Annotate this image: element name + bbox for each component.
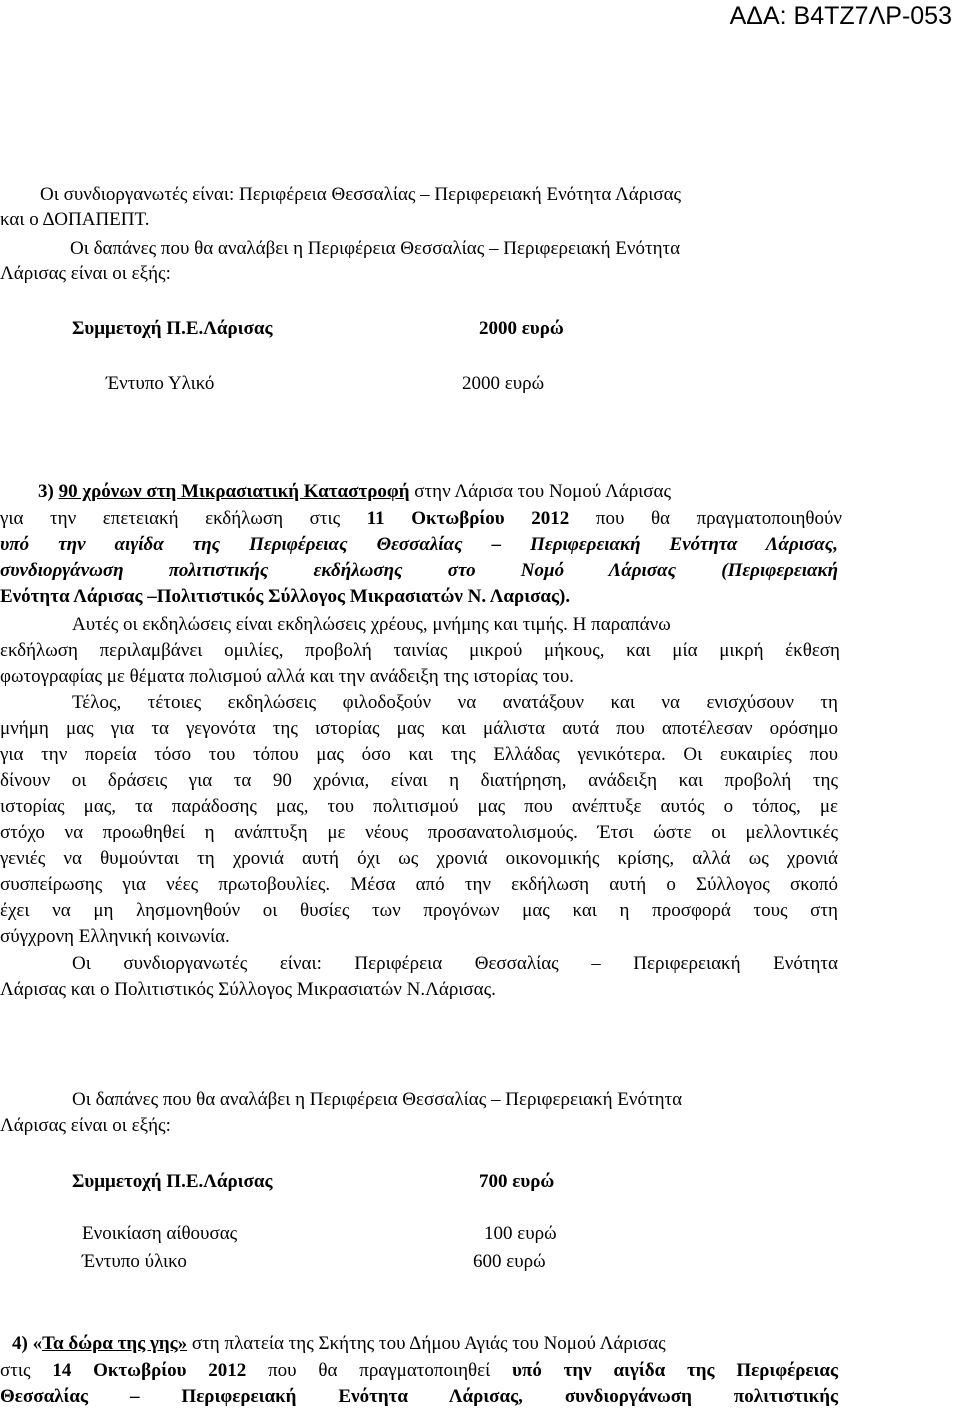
paragraph-line: Οι δαπάνες που θα αναλάβει η Περιφέρεια Θεσσαλίας – Περιφερειακή Ενότητα	[72, 1089, 683, 1110]
paragraph-line	[0, 586, 960, 608]
paragraph-line: Αυτές οι εκδηλώσεις είναι εκδηλώσεις χρέους, μνήμης και τιμής. Η παραπάνω	[72, 614, 671, 635]
text-span: Ενότητα Λάρισας –Πολιτιστικός Σύλλογος Μικρασιατών Ν. Λαρισας).	[0, 586, 571, 607]
paragraph-line: στόχο να προωθηθεί η ανάπτυξη με νέους προσανατολισμούς. Έτσι ώστε οι μελλοντικές	[0, 822, 838, 843]
paragraph-line: δίνουν οι δράσεις για τα 90 χρόνια, είναι η διατήρηση, ανάδειξη και προβολή της	[0, 770, 838, 791]
paragraph-line: φωτογραφίας με θέματα πολισμού αλλά και την ανάδειξη της ιστορίας του.	[0, 666, 574, 687]
paragraph-line: για την πορεία τόσο του τόπου μας όσο και της Ελλάδας γενικότερα. Οι ευκαιρίες που	[0, 744, 838, 765]
cost-item-amount: 600 ευρώ	[473, 1251, 546, 1272]
paragraph-line: ιστορίας μας, τα παράδοσης μας, του πολιτισμού μας που ανέπτυξε αυτός ο τόπος, με	[0, 796, 838, 817]
paragraph-line: Οι δαπάνες που θα αναλάβει η Περιφέρεια Θεσσαλίας – Περιφερειακή Ενότητα	[70, 238, 681, 259]
paragraph-line: συσπείρωσης για νέες πρωτοβουλίες. Μέσα από την εκδήλωση αυτή ο Σύλλογος σκοπό	[0, 874, 838, 895]
cost-item-amount: 2000 ευρώ	[462, 373, 545, 394]
cost-label: Συμμετοχή Π.Ε.Λάρισας	[72, 318, 273, 339]
section-heading	[38, 481, 956, 503]
section-heading-rest: στην Λάρισα του Νομού Λάρισας	[414, 481, 672, 502]
paragraph-line: γενιές να θυμούνται τη χρονιά αυτή όχι ως χρονιά οικονομικής κρίσης, αλλά ως χρονιά	[0, 848, 838, 869]
section-number: 4) «	[12, 1333, 43, 1354]
paragraph-line: σύγχρονη Ελληνική κοινωνία.	[0, 926, 230, 947]
date-span: 14 Οκτωβρίου 2012	[52, 1360, 247, 1381]
document-id: ΑΔΑ: Β4ΤΖ7ΛΡ-053	[729, 2, 952, 30]
paragraph-line: υπό την αιγίδα της Περιφέρειας Θεσσαλίας – Περιφερειακή Ενότητα Λάρισας,	[0, 534, 838, 555]
paragraph-line: Τέλος, τέτοιες εκδηλώσεις φιλοδοξούν να ανατάξουν και να ενισχύσουν τη	[72, 692, 838, 713]
text-span: στις	[0, 1360, 31, 1381]
paragraph-line: εκδήλωση περιλαμβάνει ομιλίες, προβολή ταινίας μικρού μήκους, και μία μικρή έκθεση	[0, 640, 840, 661]
text-span: που θα πραγματοποιηθούν	[595, 508, 843, 529]
paragraph-line	[0, 508, 842, 530]
date-span: 11 Οκτωβρίου 2012	[366, 508, 570, 529]
section-heading	[12, 1333, 956, 1355]
section-number: 3)	[38, 481, 54, 502]
paragraph-line: μνήμη μας για τα γεγονότα της ιστορίας μας και μάλιστα αυτά που αποτέλεσαν ορόσημο	[0, 718, 838, 739]
section-title: Τα δώρα της γης»	[42, 1333, 188, 1354]
paragraph-line: και ο ΔΟΠΑΠΕΠΤ.	[0, 209, 150, 230]
cost-label: Συμμετοχή Π.Ε.Λάρισας	[72, 1171, 273, 1192]
paragraph-line: Οι συνδιοργανωτές είναι: Περιφέρεια Θεσσαλίας – Περιφερειακή Ενότητα Λάρισας	[40, 184, 682, 205]
paragraph-line: Θεσσαλίας – Περιφερειακή Ενότητα Λάρισας, συνδιοργάνωση πολιτιστικής	[0, 1386, 838, 1407]
text-span: για την επετειακή εκδήλωση στις	[0, 508, 341, 529]
text-span: που θα πραγματοποιηθεί	[268, 1360, 491, 1381]
text-span: υπό την αιγίδα της Περιφέρειας	[512, 1360, 839, 1381]
cost-item: Έντυπο ύλικο	[82, 1251, 187, 1272]
cost-item: Έντυπο Υλικό	[106, 373, 215, 394]
paragraph-line: Λάρισας είναι οι εξής:	[0, 1115, 171, 1136]
cost-item-amount: 100 ευρώ	[484, 1223, 557, 1244]
paragraph-line: συνδιοργάνωση πολιτιστικής εκδήλωσης στο Νομό Λάρισας (Περιφερειακή	[0, 560, 838, 581]
paragraph-line: έχει να μη λησμονηθούν οι θυσίες των προγόνων μας και η προσφορά τους στη	[0, 900, 838, 921]
paragraph-line	[0, 1360, 838, 1382]
paragraph-line: Οι συνδιοργανωτές είναι: Περιφέρεια Θεσσαλίας – Περιφερειακή Ενότητα	[72, 953, 838, 974]
cost-amount: 700 ευρώ	[479, 1171, 555, 1192]
section-heading-rest: στη πλατεία της Σκήτης του Δήμου Αγιάς του Νομού Λάρισας	[191, 1333, 666, 1354]
paragraph-line: Λάρισας είναι οι εξής:	[0, 263, 171, 284]
section-title: 90 χρόνων στη Μικρασιατική Καταστροφή	[58, 481, 410, 502]
cost-amount: 2000 ευρώ	[479, 318, 564, 339]
paragraph-line: Λάρισας και ο Πολιτιστικός Σύλλογος Μικρασιατών Ν.Λάρισας.	[0, 979, 496, 1000]
cost-item: Ενοικίαση αίθουσας	[82, 1223, 238, 1244]
